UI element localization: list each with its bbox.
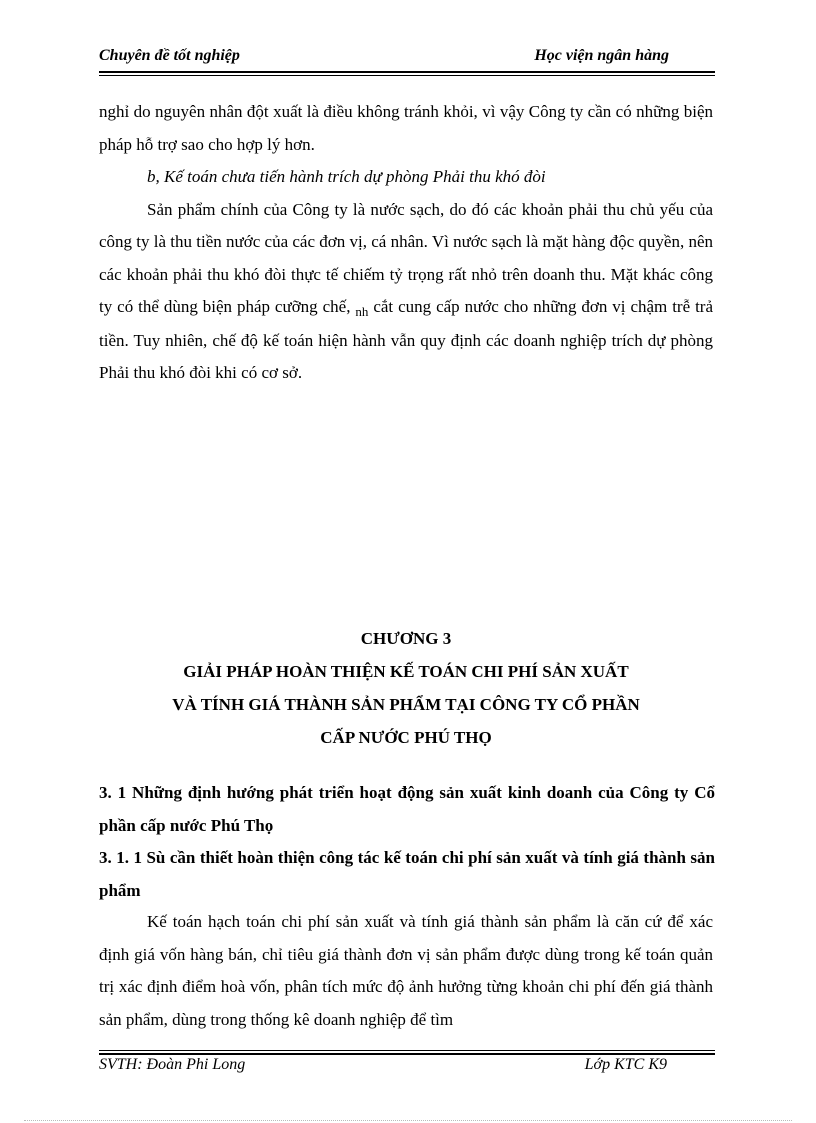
section-heading-3-1: 3. 1 Những định hướng phát triển hoạt động sản xuất kinh doanh của Công ty Cổ phần cấp nước Phú Thọ bbox=[99, 783, 715, 835]
subheading-b: b, Kế toán chưa tiến hành trích dự phòng Phải thu khó đòi bbox=[147, 167, 546, 186]
paragraph-continuation: nghỉ do nguyên nhân đột xuất là điều không tránh khỏi, vì vậy Công ty cần có những biện pháp hỗ trợ sao cho hợp lý hơn. bbox=[99, 102, 713, 154]
chapter-title-line-2: VÀ TÍNH GIÁ THÀNH SẢN PHẨM TẠI CÔNG TY CỔ PHẦN bbox=[172, 695, 640, 714]
paragraph-closing: Kế toán hạch toán chi phí sản xuất và tính giá thành sản phẩm là căn cứ để xác định giá vốn hàng bán, chỉ tiêu giá thành đơn vị sản phẩm được dùng trong kế toán quản trị xác định điểm hoà vốn, phân tích mức độ ảnh hưởng từng khoản chi phí đến giá thành sản phẩm, dùng trong thống kê doanh nghiệp để tìm bbox=[99, 912, 713, 1029]
stray-subscript: nh bbox=[355, 304, 369, 319]
closing-text-block bbox=[99, 906, 713, 1036]
footer-rule-bottom bbox=[99, 1053, 715, 1055]
header-rule-top bbox=[99, 71, 715, 73]
footer-rule-top bbox=[99, 1050, 715, 1051]
chapter-number: CHƯƠNG 3 bbox=[360, 629, 452, 648]
header-right-title: Học viện ngân hàng bbox=[534, 47, 669, 64]
header-rule-bottom bbox=[99, 75, 715, 76]
chapter-heading bbox=[99, 622, 713, 754]
footer-class: Lớp KTC K9 bbox=[584, 1056, 667, 1073]
paragraph-receivables-part2: cắt cung cấp nước cho những đơn vị chậm trễ trả tiền. Tuy nhiên, chế độ kế toán hiện hành vẫn quy định các doanh nghiệp trích dự phòng Phải thu khó đòi khi có cơ sở. bbox=[99, 297, 713, 382]
footer-student: SVTH: Đoàn Phi Long bbox=[99, 1056, 246, 1073]
chapter-title-line-3: CẤP NƯỚC PHÚ THỌ bbox=[320, 728, 492, 747]
chapter-title-line-1: GIẢI PHÁP HOÀN THIỆN KẾ TOÁN CHI PHÍ SẢN XUẤT bbox=[183, 662, 629, 681]
page-footer bbox=[99, 1056, 713, 1078]
page-bottom-divider bbox=[24, 1120, 792, 1121]
section-heading-3-1-1: 3. 1. 1 Sù cần thiết hoàn thiện công tác kế toán chi phí sản xuất và tính giá thành sản phẩm bbox=[99, 848, 715, 900]
paragraph-receivables bbox=[99, 194, 713, 390]
intro-text-block bbox=[99, 96, 713, 390]
page-header bbox=[99, 47, 713, 69]
header-left-title: Chuyên đề tốt nghiệp bbox=[99, 47, 240, 64]
paragraph-receivables-part1: Sản phẩm chính của Công ty là nước sạch, do đó các khoản phải thu chủ yếu của công ty là thu tiền nước của các đơn vị, cá nhân. Vì nước sạch là mặt hàng độc quyền, nên các khoản phải thu khó đòi thực tế chiếm tỷ trọng rất nhỏ trên doanh thu. Mặt khác công ty có thể dùng biện pháp cưỡng chế, bbox=[99, 199, 713, 316]
section-headings bbox=[99, 777, 715, 907]
